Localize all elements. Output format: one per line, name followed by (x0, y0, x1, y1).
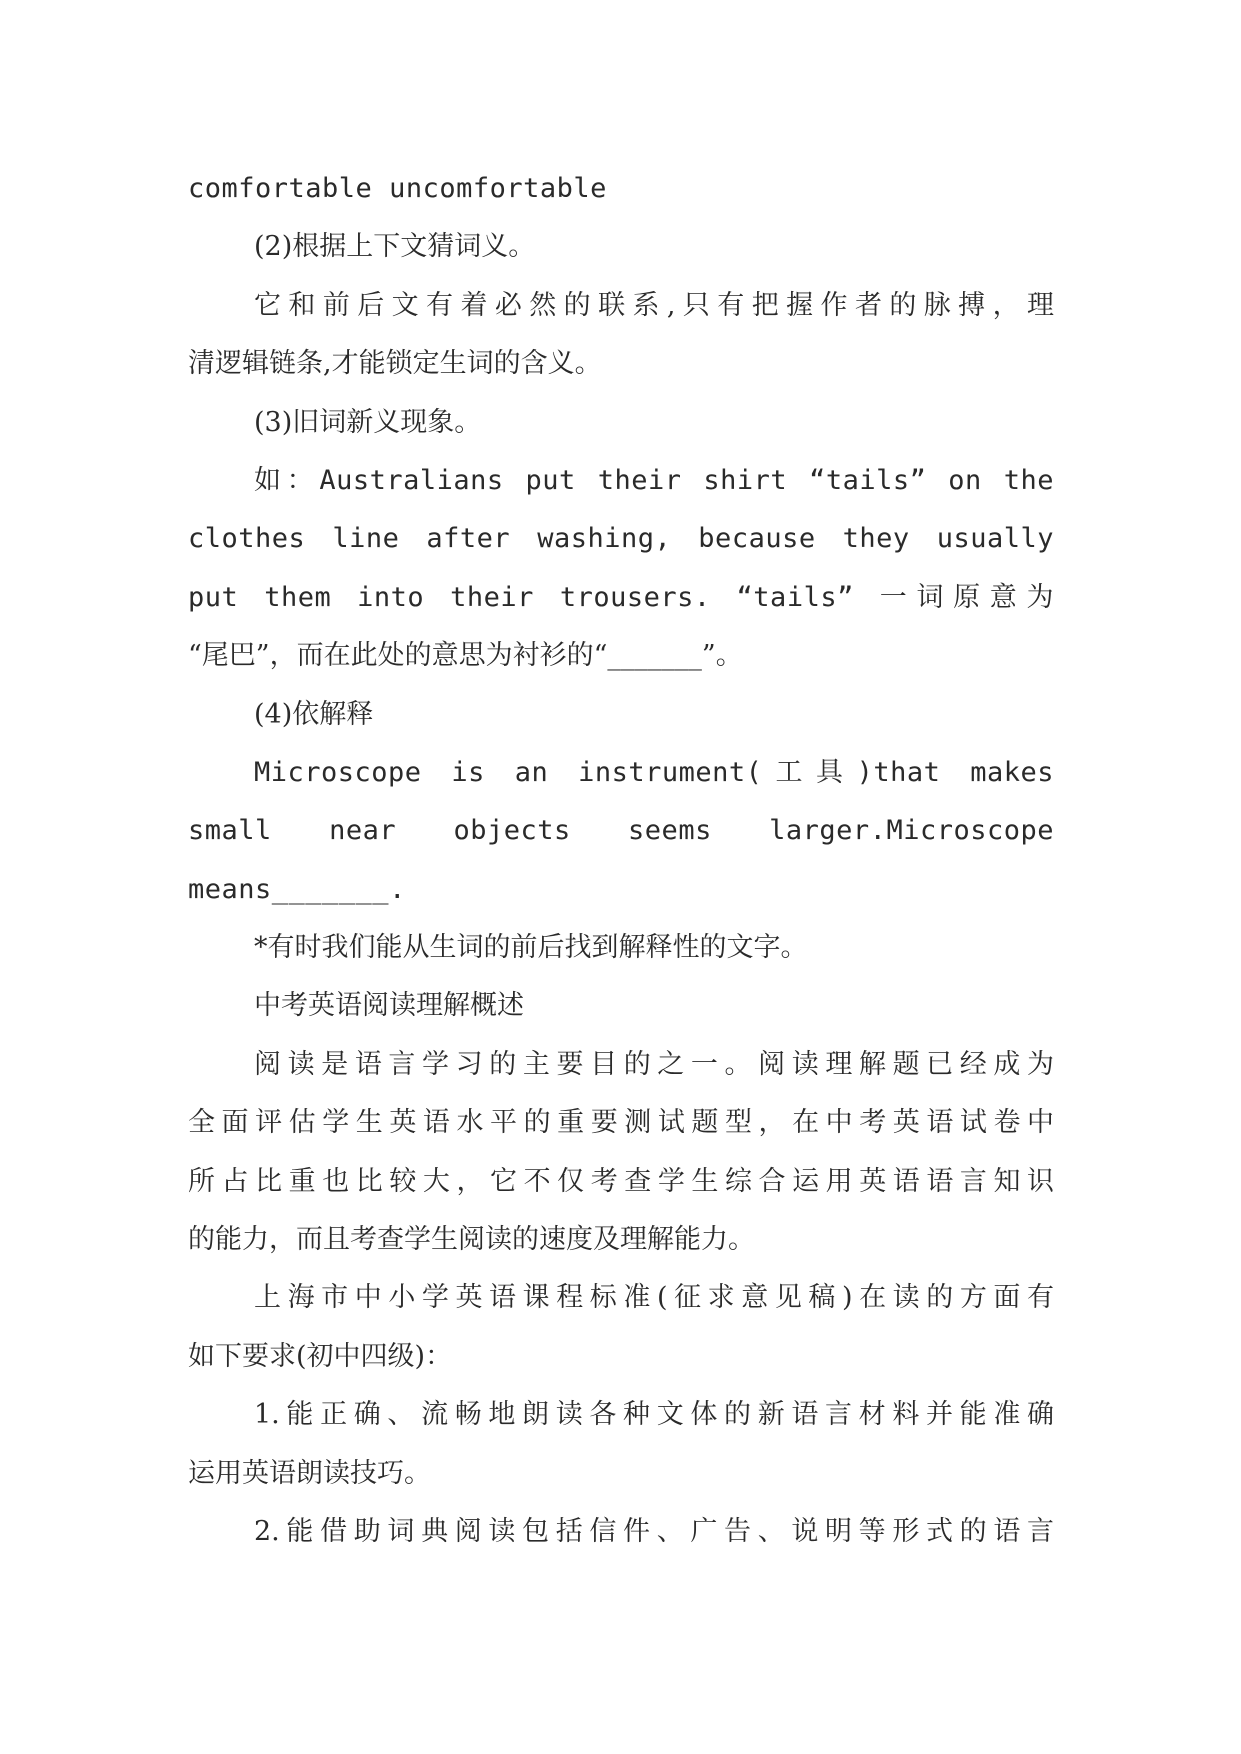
text-line: put them into their trousers. “tails” 一词原意为 (188, 581, 1054, 613)
text-line: 1.能正确、流畅地朗读各种文体的新语言材料并能准确 (254, 1399, 1054, 1431)
text-line: 2.能借助词典阅读包括信件、广告、说明等形式的语言 (254, 1515, 1054, 1547)
text-line: 的能力，而且考查学生阅读的速度及理解能力。 (188, 1224, 755, 1256)
text-line: small near objects seems larger.Microscope (188, 815, 1054, 847)
text-line: 清逻辑链条,才能锁定生词的含义。 (188, 348, 602, 380)
text-line: 所占比重也比较大，它不仅考查学生综合运用英语语言知识 (188, 1165, 1054, 1197)
text-line: (3)旧词新义现象。 (254, 406, 482, 438)
text-line: Microscope is an instrument(工具)that makes (254, 756, 1054, 788)
text-line: 运用英语朗读技巧。 (188, 1457, 431, 1489)
text-line: clothes line after washing, because they usually (188, 523, 1054, 555)
text-line: (4)依解释 (254, 698, 374, 730)
text-line: 它和前后文有着必然的联系,只有把握作者的脉搏，理 (254, 289, 1054, 321)
text-line: 中考英语阅读理解概述 (254, 990, 524, 1022)
text-line: 如下要求(初中四级)： (188, 1340, 453, 1372)
text-line: 上海市中小学英语课程标准(征求意见稿)在读的方面有 (254, 1282, 1054, 1314)
document-body (188, 160, 1054, 1561)
text-line: 全面评估学生英语水平的重要测试题型，在中考英语试卷中 (188, 1107, 1054, 1139)
text-line: *有时我们能从生词的前后找到解释性的文字。 (254, 932, 808, 964)
text-line: comfortable uncomfortable (188, 173, 607, 204)
text-line: “尾巴”，而在此处的意思为衬衫的“_______”。 (188, 640, 743, 672)
text-line: means_______. (188, 873, 406, 905)
text-line: (2)根据上下文猜词义。 (254, 231, 536, 263)
text-line: 如：Australians put their shirt “tails” on the (254, 464, 1054, 496)
text-line: 阅读是语言学习的主要目的之一。阅读理解题已经成为 (254, 1048, 1054, 1080)
